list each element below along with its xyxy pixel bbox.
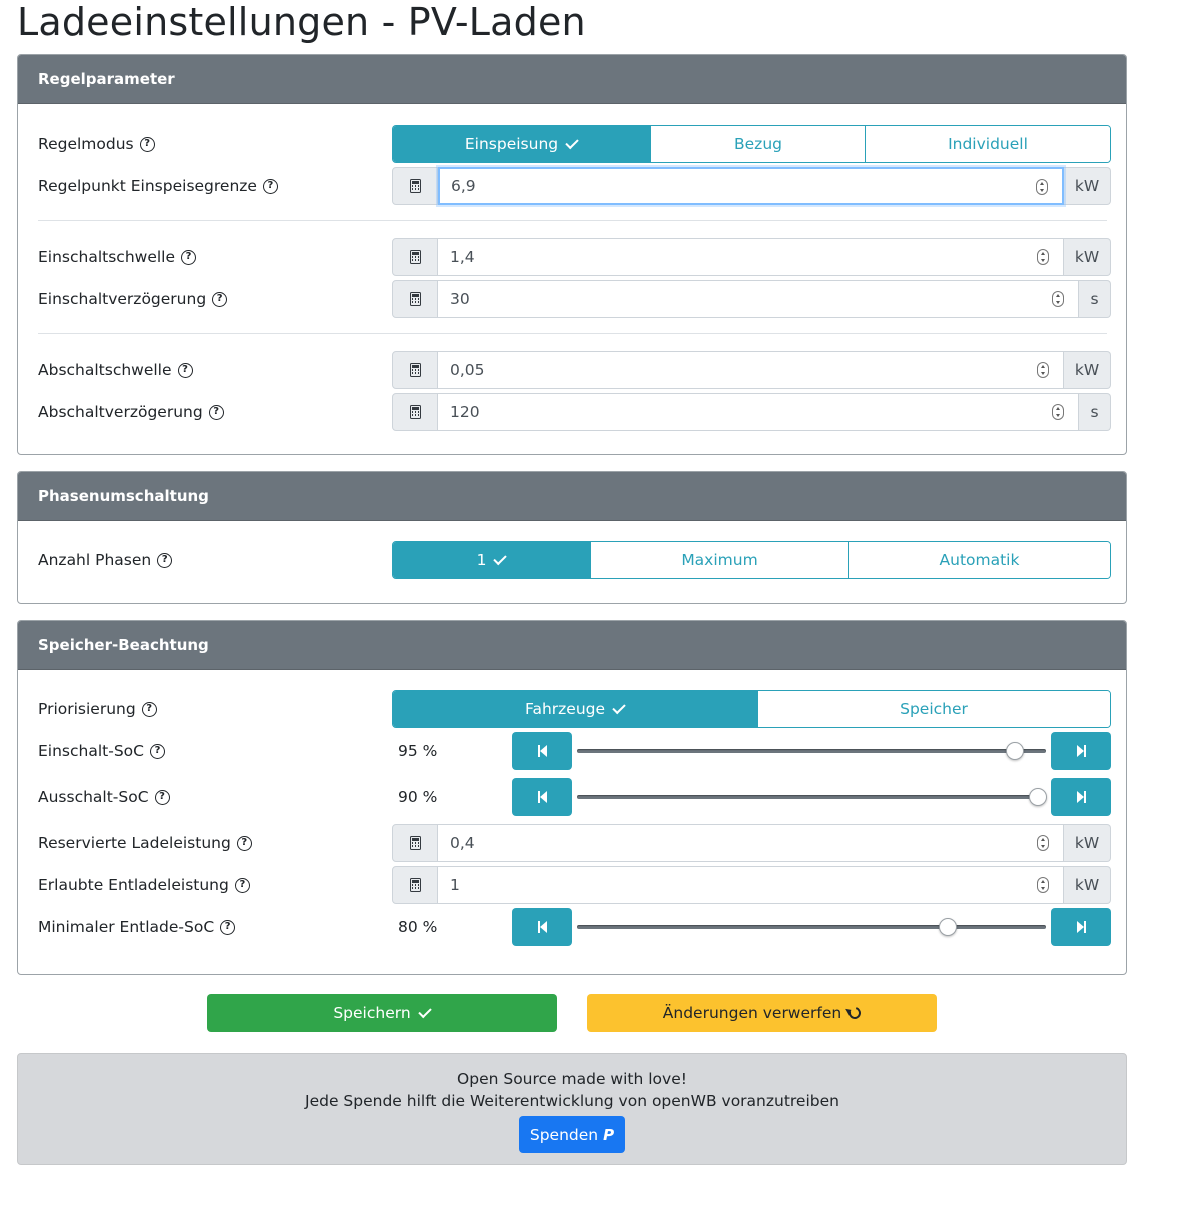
label-ausschalt-soc bbox=[38, 778, 170, 816]
help-icon[interactable]: ? bbox=[212, 292, 227, 307]
calculator-icon bbox=[410, 292, 421, 306]
label-regelpunkt bbox=[38, 167, 278, 205]
label-regelmodus bbox=[38, 125, 155, 163]
calculator-button[interactable] bbox=[392, 351, 438, 389]
slider-value: 80 % bbox=[398, 918, 438, 936]
priorisierung-button-group bbox=[392, 690, 1111, 728]
reservierte-ladeleistung-input[interactable] bbox=[438, 824, 1064, 862]
label-text: Anzahl Phasen bbox=[38, 551, 152, 569]
card-header-phasenumschaltung: Phasenumschaltung bbox=[18, 472, 1126, 521]
option-label: Speicher bbox=[900, 700, 968, 718]
help-icon[interactable]: ? bbox=[209, 405, 224, 420]
row-einschalt-soc bbox=[18, 732, 1126, 770]
label-text: Regelmodus bbox=[38, 135, 134, 153]
calculator-icon bbox=[410, 405, 421, 419]
row-priorisierung bbox=[18, 690, 1126, 728]
input-value: 1 bbox=[450, 876, 460, 894]
option-maximum[interactable] bbox=[591, 542, 849, 578]
help-icon[interactable]: ? bbox=[140, 137, 155, 152]
footer-line-1: Open Source made with love! bbox=[457, 1070, 687, 1088]
slider-thumb[interactable] bbox=[1029, 788, 1047, 806]
paypal-icon: P bbox=[603, 1125, 615, 1144]
check-icon bbox=[612, 700, 625, 713]
slider-decrement-button[interactable] bbox=[512, 732, 572, 770]
calculator-icon bbox=[410, 179, 421, 193]
regelmodus-button-group bbox=[392, 125, 1111, 163]
option-automatik[interactable] bbox=[849, 542, 1110, 578]
label-erlaubte-entladeleistung bbox=[38, 866, 250, 904]
abschaltschwelle-input-group bbox=[392, 351, 1111, 389]
calculator-button[interactable] bbox=[392, 393, 438, 431]
row-regelmodus bbox=[18, 125, 1126, 163]
check-icon bbox=[565, 135, 578, 148]
erlaubte-entladeleistung-input[interactable] bbox=[438, 866, 1064, 904]
help-icon[interactable]: ? bbox=[235, 878, 250, 893]
help-icon[interactable]: ? bbox=[178, 363, 193, 378]
option-bezug[interactable] bbox=[651, 126, 866, 162]
help-icon[interactable]: ? bbox=[155, 790, 170, 805]
step-forward-icon bbox=[1077, 791, 1086, 803]
label-einschaltverzoegerung bbox=[38, 280, 227, 318]
row-ausschalt-soc bbox=[18, 778, 1126, 816]
footer-line-2: Jede Spende hilft die Weiterentwicklung von openWB voranzutreiben bbox=[305, 1092, 839, 1110]
slider-thumb[interactable] bbox=[939, 918, 957, 936]
option-label: Maximum bbox=[681, 551, 758, 569]
calculator-button[interactable] bbox=[392, 238, 438, 276]
row-abschaltschwelle bbox=[18, 351, 1126, 389]
label-text: Abschaltverzögerung bbox=[38, 403, 203, 421]
abschaltverzoegerung-input-group bbox=[392, 393, 1111, 431]
unit-label: s bbox=[1079, 280, 1111, 318]
label-text: Einschaltschwelle bbox=[38, 248, 176, 266]
calculator-button[interactable] bbox=[392, 824, 438, 862]
donate-button[interactable] bbox=[519, 1116, 625, 1153]
donate-label: Spenden bbox=[529, 1125, 599, 1144]
option-fahrzeuge[interactable] bbox=[393, 691, 758, 727]
regelpunkt-input[interactable] bbox=[438, 167, 1064, 205]
step-forward-icon bbox=[1077, 745, 1086, 757]
help-icon[interactable]: ? bbox=[220, 920, 235, 935]
slider-value: 95 % bbox=[398, 742, 438, 760]
slider-track[interactable] bbox=[577, 795, 1046, 799]
regelpunkt-input-group bbox=[392, 167, 1111, 205]
input-value: 0,05 bbox=[450, 361, 485, 379]
check-icon bbox=[418, 1004, 431, 1017]
option-speicher[interactable] bbox=[758, 691, 1110, 727]
row-erlaubte-entladeleistung bbox=[18, 866, 1126, 904]
slider-thumb[interactable] bbox=[1006, 742, 1024, 760]
slider-increment-button[interactable] bbox=[1051, 908, 1111, 946]
einschaltverzoegerung-input-group bbox=[392, 280, 1111, 318]
label-text: Einschalt-SoC bbox=[38, 742, 144, 760]
calculator-button[interactable] bbox=[392, 167, 438, 205]
label-text: Einschaltverzögerung bbox=[38, 290, 207, 308]
row-einschaltverzoegerung bbox=[18, 280, 1126, 318]
row-anzahl-phasen bbox=[18, 541, 1126, 579]
label-abschaltverzoegerung bbox=[38, 393, 224, 431]
help-icon[interactable]: ? bbox=[157, 553, 172, 568]
help-icon[interactable]: ? bbox=[181, 250, 196, 265]
einschaltverzoegerung-input[interactable] bbox=[438, 280, 1079, 318]
spinner-icon[interactable] bbox=[1037, 877, 1049, 893]
help-icon[interactable]: ? bbox=[142, 702, 157, 717]
option-label: Automatik bbox=[939, 551, 1020, 569]
option-label: Einspeisung bbox=[464, 135, 559, 153]
card-speicher-beachtung bbox=[17, 620, 1127, 975]
input-value: 30 bbox=[450, 290, 470, 308]
option-label: Fahrzeuge bbox=[524, 700, 606, 718]
input-value: 1,4 bbox=[450, 248, 475, 266]
spinner-icon[interactable] bbox=[1052, 291, 1064, 307]
card-header-regelparameter: Regelparameter bbox=[18, 55, 1126, 104]
discard-label: Änderungen verwerfen bbox=[662, 1004, 842, 1022]
slider-track[interactable] bbox=[577, 749, 1046, 753]
unit-label: kW bbox=[1064, 824, 1111, 862]
slider-track[interactable] bbox=[577, 925, 1046, 929]
spinner-icon[interactable] bbox=[1037, 249, 1049, 265]
help-icon[interactable]: ? bbox=[150, 744, 165, 759]
slider-decrement-button[interactable] bbox=[512, 778, 572, 816]
label-text: Priorisierung bbox=[38, 700, 136, 718]
row-einschaltschwelle bbox=[18, 238, 1126, 276]
unit-label: kW bbox=[1064, 238, 1111, 276]
card-phasenumschaltung bbox=[17, 471, 1127, 604]
unit-label: s bbox=[1079, 393, 1111, 431]
label-reservierte-ladeleistung bbox=[38, 824, 252, 862]
save-label: Speichern bbox=[333, 1004, 411, 1022]
calculator-icon bbox=[410, 878, 421, 892]
divider bbox=[38, 333, 1107, 334]
label-minimaler-entlade-soc bbox=[38, 908, 235, 946]
calculator-icon bbox=[410, 836, 421, 850]
step-backward-icon bbox=[538, 791, 547, 803]
row-abschaltverzoegerung bbox=[18, 393, 1126, 431]
unit-label: kW bbox=[1064, 351, 1111, 389]
input-value: 120 bbox=[450, 403, 480, 421]
option-label: Bezug bbox=[734, 135, 782, 153]
label-text: Erlaubte Entladeleistung bbox=[38, 876, 229, 894]
help-icon[interactable]: ? bbox=[263, 179, 278, 194]
step-backward-icon bbox=[538, 745, 547, 757]
einschaltschwelle-input[interactable] bbox=[438, 238, 1064, 276]
input-value: 0,4 bbox=[450, 834, 475, 852]
card-regelparameter bbox=[17, 54, 1127, 455]
slider-value: 90 % bbox=[398, 788, 438, 806]
row-reservierte-ladeleistung bbox=[18, 824, 1126, 862]
einschaltschwelle-input-group bbox=[392, 238, 1111, 276]
label-einschaltschwelle bbox=[38, 238, 196, 276]
check-icon bbox=[494, 551, 507, 564]
anzahl-phasen-button-group bbox=[392, 541, 1111, 579]
option-individuell[interactable] bbox=[866, 126, 1110, 162]
discard-button[interactable] bbox=[587, 994, 937, 1032]
help-icon[interactable]: ? bbox=[237, 836, 252, 851]
label-anzahl-phasen bbox=[38, 541, 172, 579]
calculator-icon bbox=[410, 363, 421, 377]
row-regelpunkt bbox=[18, 167, 1126, 205]
slider-increment-button[interactable] bbox=[1051, 732, 1111, 770]
calculator-icon bbox=[410, 250, 421, 264]
abschaltverzoegerung-input[interactable] bbox=[438, 393, 1079, 431]
undo-icon bbox=[847, 1005, 863, 1021]
spinner-icon[interactable] bbox=[1037, 835, 1049, 851]
label-abschaltschwelle bbox=[38, 351, 193, 389]
footer bbox=[17, 1053, 1127, 1165]
label-einschalt-soc bbox=[38, 732, 165, 770]
label-text: Ausschalt-SoC bbox=[38, 788, 149, 806]
step-forward-icon bbox=[1077, 921, 1086, 933]
page-title: Ladeeinstellungen - PV-Laden bbox=[17, 0, 586, 44]
label-priorisierung bbox=[38, 690, 157, 728]
option-einspeisung[interactable] bbox=[393, 126, 651, 162]
calculator-button[interactable] bbox=[392, 866, 438, 904]
row-minimaler-entlade-soc bbox=[18, 908, 1126, 946]
label-text: Abschaltschwelle bbox=[38, 361, 172, 379]
spinner-icon[interactable] bbox=[1036, 179, 1048, 195]
erlaubte-entladeleistung-input-group bbox=[392, 866, 1111, 904]
spinner-icon[interactable] bbox=[1052, 404, 1064, 420]
input-value: 6,9 bbox=[451, 177, 476, 195]
label-text: Reservierte Ladeleistung bbox=[38, 834, 231, 852]
slider-increment-button[interactable] bbox=[1051, 778, 1111, 816]
card-header-speicher: Speicher-Beachtung bbox=[18, 621, 1126, 670]
spinner-icon[interactable] bbox=[1037, 362, 1049, 378]
abschaltschwelle-input[interactable] bbox=[438, 351, 1064, 389]
calculator-button[interactable] bbox=[392, 280, 438, 318]
unit-label: kW bbox=[1064, 866, 1111, 904]
divider bbox=[38, 220, 1107, 221]
slider-decrement-button[interactable] bbox=[512, 908, 572, 946]
save-button[interactable] bbox=[207, 994, 557, 1032]
option-label: Individuell bbox=[948, 135, 1028, 153]
reservierte-ladeleistung-input-group bbox=[392, 824, 1111, 862]
label-text: Minimaler Entlade-SoC bbox=[38, 918, 215, 936]
unit-label: kW bbox=[1064, 167, 1111, 205]
step-backward-icon bbox=[538, 921, 547, 933]
option-1[interactable] bbox=[393, 542, 591, 578]
label-text: Regelpunkt Einspeisegrenze bbox=[38, 177, 257, 195]
option-label: 1 bbox=[476, 551, 487, 569]
